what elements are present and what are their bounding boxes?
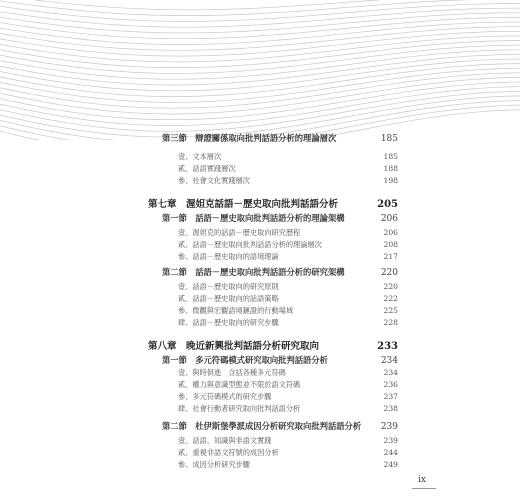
toc-item-title: 參、社會文化實踐層次 <box>178 176 250 185</box>
toc-chapter-title: 第八章 晚近新興批判話語分析研究取向 <box>148 341 320 352</box>
toc-item-title: 參、話語－歷史取向的語境理論 <box>178 252 279 261</box>
toc-section-row <box>162 354 398 366</box>
toc-page-number: 185 <box>380 134 398 144</box>
toc-item-title: 貳、權力與意識型態並不限於語文符碼 <box>178 380 301 389</box>
toc-item-row <box>178 228 398 238</box>
toc-item-title: 參、微觀與宏觀語境鏈證的行動場域 <box>178 306 294 315</box>
toc-section-row <box>162 132 398 144</box>
toc-section-title: 第二節 杜伊斯堡學派成因分析研究取向批判話語分析 <box>162 421 362 431</box>
toc-item-row <box>178 282 398 292</box>
toc-item-row <box>178 176 398 186</box>
toc-section-title: 第二節 話語－歷史取向批判話語分析的研究架構 <box>162 267 345 277</box>
toc-item-row <box>178 392 398 402</box>
toc-item-title: 貳、話語－歷史取向的話語策略 <box>178 294 279 303</box>
toc-item-title: 壹、話語－歷史取向的研究原則 <box>178 282 279 291</box>
toc-item-row <box>178 368 398 378</box>
toc-section-row <box>162 212 398 224</box>
toc-item-title: 壹、與時俱進 含括各種多元符碼 <box>178 368 286 377</box>
toc-section-row <box>162 266 398 278</box>
toc-page-number: 198 <box>383 176 398 185</box>
toc-item-title: 壹、話語、知識與非語文實踐 <box>178 436 272 445</box>
toc-section-title: 第一節 多元符碼模式研究取向批判話語分析 <box>162 355 328 365</box>
toc-page-number: 225 <box>383 306 398 315</box>
toc-item-row <box>178 240 398 250</box>
toc-page-number: 205 <box>377 199 398 210</box>
toc-item-row <box>178 436 398 446</box>
toc-item-row <box>178 448 398 458</box>
toc-item-row <box>178 318 398 328</box>
toc-page-number: 234 <box>383 368 398 377</box>
toc-section-row <box>162 420 398 432</box>
toc-page-number: 236 <box>383 380 398 389</box>
toc-item-title: 肆、社會行動者研究取向批判話語分析 <box>178 404 301 413</box>
toc-item-row <box>178 252 398 262</box>
toc-item-row <box>178 404 398 414</box>
toc-section-title: 第一節 話語－歷史取向批判話語分析的理論架構 <box>162 213 345 223</box>
toc-item-title: 肆、話語－歷史取向的研究步驟 <box>178 318 279 327</box>
toc-item-title: 參、成因分析研究步驟 <box>178 460 250 469</box>
page-number: ix <box>418 475 426 485</box>
toc-item-title: 貳、話語實踐層次 <box>178 164 236 173</box>
toc-page-number: 206 <box>380 214 398 224</box>
toc-item-title: 壹、渥妲克的話語－歷史取向研究歷程 <box>178 228 301 237</box>
toc-page-number: 238 <box>383 404 398 413</box>
toc-page-number: 188 <box>383 164 398 173</box>
toc-page-number: 239 <box>383 436 398 445</box>
toc-page-number: 244 <box>383 448 398 457</box>
toc-item-row <box>178 294 398 304</box>
page-number-rule <box>412 488 436 489</box>
toc-chapter-title: 第七章 渥妲克話語－歷史取向批判話語分析 <box>148 199 339 210</box>
toc-item-title: 貳、重視非語文符號的成因分析 <box>178 448 279 457</box>
toc-page-number: 217 <box>383 252 398 261</box>
toc-page-number: 206 <box>383 228 398 237</box>
toc-page-number: 234 <box>380 356 398 366</box>
toc-item-row <box>178 380 398 390</box>
toc-item-title: 壹、文本層次 <box>178 152 222 161</box>
toc-item-title: 貳、話語－歷史取向批判話語分析的理論層次 <box>178 240 322 249</box>
toc-item-row <box>178 306 398 316</box>
toc-chapter-row <box>148 196 398 210</box>
toc-item-title: 參、多元符碼模式的研究步驟 <box>178 392 272 401</box>
toc-item-row <box>178 460 398 470</box>
toc-page-number: 220 <box>383 282 398 291</box>
toc-page-number: 185 <box>383 152 398 161</box>
toc-page-number: 222 <box>383 294 398 303</box>
toc-item-row <box>178 152 398 162</box>
toc-page-number: 233 <box>377 341 398 352</box>
toc-page-number: 228 <box>383 318 398 327</box>
toc-page-number: 220 <box>380 268 398 278</box>
toc-chapter-row <box>148 338 398 352</box>
toc-page-number: 249 <box>383 460 398 469</box>
toc-page-number: 208 <box>383 240 398 249</box>
toc-item-row <box>178 164 398 174</box>
toc-section-title: 第三節 辯證關係取向批判話語分析的理論層次 <box>162 133 337 143</box>
toc-page-number: 237 <box>383 392 398 401</box>
toc-page-number: 239 <box>380 422 398 432</box>
